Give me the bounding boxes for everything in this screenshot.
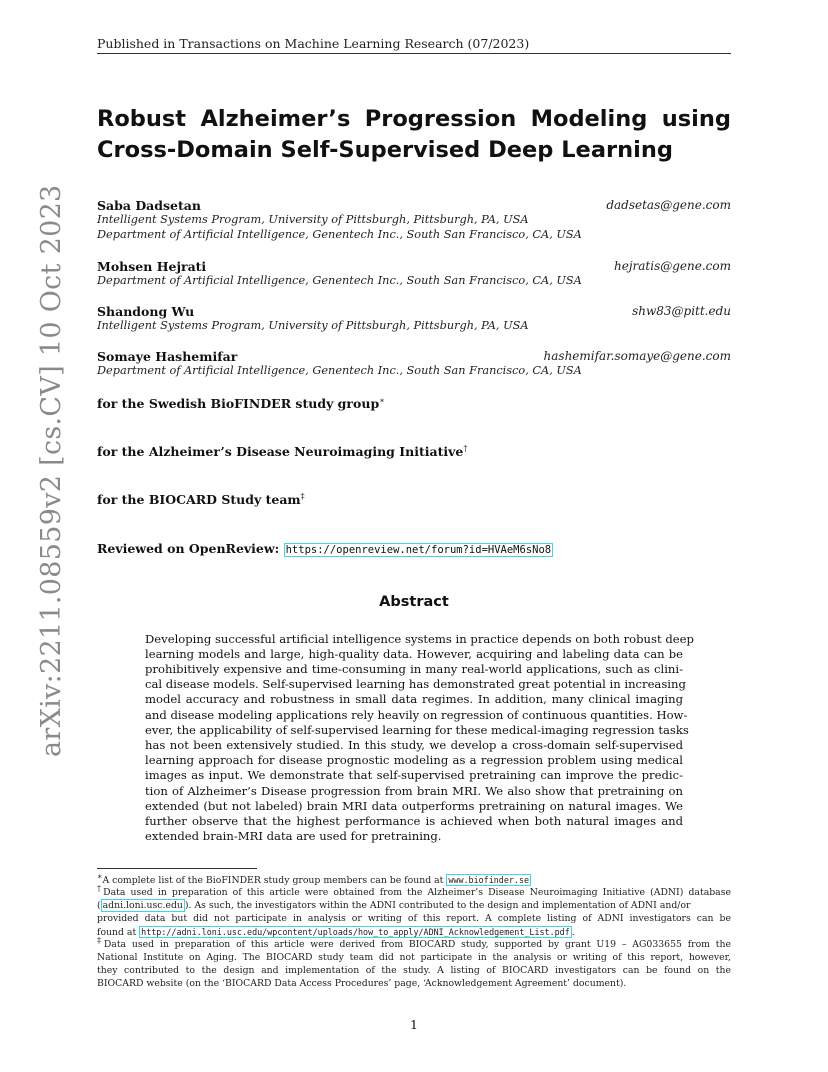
abstract-line: extended brain-MRI data are used for pretraining.	[145, 829, 442, 843]
footnote-text: .	[571, 927, 575, 938]
footnote-adni-line: ( adni.loni.usc.edu ). As such, the investigators within the ADNI contributed to the design and implementation of ADNI and/or	[97, 900, 691, 911]
footnote-adni-line: provided data but did not participate in analysis or writing of this report. A complete listing of ADNI investigators can be	[97, 913, 731, 924]
footnote-biocard-line: National Institute on Aging. The BIOCARD study team did not participate in the analysis or writing of this report, however,	[97, 952, 731, 963]
openreview-link[interactable]: https://openreview.net/forum?id=HVAeM6sNo8	[285, 544, 552, 556]
abstract-line: learning models and large, high-quality data. However, acquiring and labeling data can be	[145, 647, 683, 661]
footnote-rule	[97, 868, 257, 869]
study-group-text: for the BIOCARD Study team	[97, 492, 301, 507]
footnote-adni-line	[97, 883, 731, 900]
footnote-mark: ∗	[97, 871, 103, 881]
abstract-line: cal disease models. Self-supervised learning has demonstrated great potential in increasing	[145, 677, 686, 691]
footnote-text: Data used in preparation of this article were obtained from the Alzheimer’s Disease Neuroimaging Initiative (ADNI) database	[103, 887, 731, 898]
author-affiliation: Department of Artificial Intelligence, Genentech Inc., South San Francisco, CA, USA	[97, 274, 582, 287]
footnote-biocard-line	[97, 935, 732, 952]
study-group	[97, 396, 385, 411]
author-name: Saba Dadsetan	[97, 198, 201, 213]
abstract-line: learning approach for disease prognostic modeling as a regression problem using medical	[145, 753, 683, 767]
abstract-line: further observe that the highest performance is achieved when both natural images and	[145, 814, 683, 828]
footnote-text: found at	[97, 927, 137, 938]
author-name: Shandong Wu	[97, 304, 195, 319]
footnote-text: A complete list of the BioFINDER study group members can be found at	[102, 875, 444, 886]
adni-link[interactable]: adni.loni.usc.edu	[102, 900, 183, 911]
abstract-line: extended (but not labeled) brain MRI data outperforms pretraining on natural images. We	[145, 799, 683, 813]
study-group	[97, 444, 467, 459]
footnote-mark: †	[97, 883, 104, 893]
footnote-mark: ‡	[97, 935, 104, 945]
abstract-line: tion of Alzheimer’s Disease progression from brain MRI. We also show that pretraining on	[145, 784, 683, 798]
footnote-mark[interactable]: †	[463, 443, 468, 453]
abstract-line: model accuracy and robustness in small data regimes. In addition, many clinical imaging	[145, 692, 683, 706]
study-group-text: for the Swedish BioFINDER study group	[97, 396, 380, 411]
abstract-heading: Abstract	[379, 594, 449, 610]
author-name: Mohsen Hejrati	[97, 259, 207, 274]
author-email[interactable]: shw83@pitt.edu	[632, 304, 731, 318]
running-header: Published in Transactions on Machine Learning Research (07/2023)	[97, 36, 530, 51]
adni-acknowledgement-link[interactable]: http://adni.loni.usc.edu/wpcontent/uploads/how_to_apply/ADNI_Acknowledgement_List.pdf	[141, 927, 570, 937]
author-affiliation: Intelligent Systems Program, University of Pittsburgh, Pittsburgh, PA, USA	[97, 213, 529, 226]
abstract-line: Developing successful artificial intelligence systems in practice depends on both robust deep	[145, 632, 694, 646]
review-label: Reviewed on OpenReview:	[97, 541, 280, 556]
footnote-text: Data used in preparation of this article were derived from BIOCARD study, supported by grant U19 – AG033655 from the	[103, 939, 732, 950]
header-rule	[97, 53, 731, 54]
review-line	[97, 541, 553, 556]
footnote-mark[interactable]: ‡	[300, 491, 305, 501]
abstract-line: images as input. We demonstrate that self-supervised pretraining can improve the predic-	[145, 768, 683, 782]
footnote-mark[interactable]: ∗	[379, 395, 385, 405]
abstract-line: has not been extensively studied. In this study, we develop a cross-domain self-supervised	[145, 738, 683, 752]
paper-title: Robust Alzheimer’s Progression Modeling using Cross-Domain Self-Supervised Deep Learning	[97, 106, 731, 163]
author-email[interactable]: hashemifar.somaye@gene.com	[543, 349, 731, 363]
abstract-line: ever, the applicability of self-supervised learning for these medical-imaging regression tasks	[145, 723, 689, 737]
biofinder-link[interactable]: www.biofinder.se	[448, 875, 530, 885]
study-group	[97, 492, 305, 507]
author-email[interactable]: hejratis@gene.com	[613, 259, 731, 273]
author-affiliation: Intelligent Systems Program, University of Pittsburgh, Pittsburgh, PA, USA	[97, 319, 529, 332]
author-affiliation: Department of Artificial Intelligence, Genentech Inc., South San Francisco, CA, USA	[97, 364, 582, 377]
author-affiliation: Department of Artificial Intelligence, Genentech Inc., South San Francisco, CA, USA	[97, 228, 582, 241]
arxiv-identifier: arXiv:2211.08559v2 [cs.CV] 10 Oct 2023	[36, 184, 67, 757]
study-group-text: for the Alzheimer’s Disease Neuroimaging Initiative	[97, 444, 464, 459]
author-name: Somaye Hashemifar	[97, 349, 238, 364]
author-email[interactable]: dadsetas@gene.com	[606, 198, 731, 212]
footnote-adni-line	[97, 926, 731, 940]
abstract-line: and disease modeling applications rely heavily on regression of continuous quantities. How-	[145, 708, 688, 722]
footnote-biocard-line: they contributed to the design and implementation of the study. A listing of BIOCARD investigators can be found on the	[97, 965, 731, 976]
abstract-line: prohibitively expensive and time-consuming in many real-world applications, such as clini-	[145, 662, 683, 676]
footnote-biofinder	[97, 871, 731, 888]
footnote-biocard-line: BIOCARD website (on the ‘BIOCARD Data Access Procedures’ page, ‘Acknowledgement Agreement’ document).	[97, 978, 627, 989]
footnote-text: . As such, the investigators within the ADNI contributed to the design and implementation of ADNI and/or	[188, 900, 691, 911]
page-number: 1	[410, 1017, 418, 1032]
